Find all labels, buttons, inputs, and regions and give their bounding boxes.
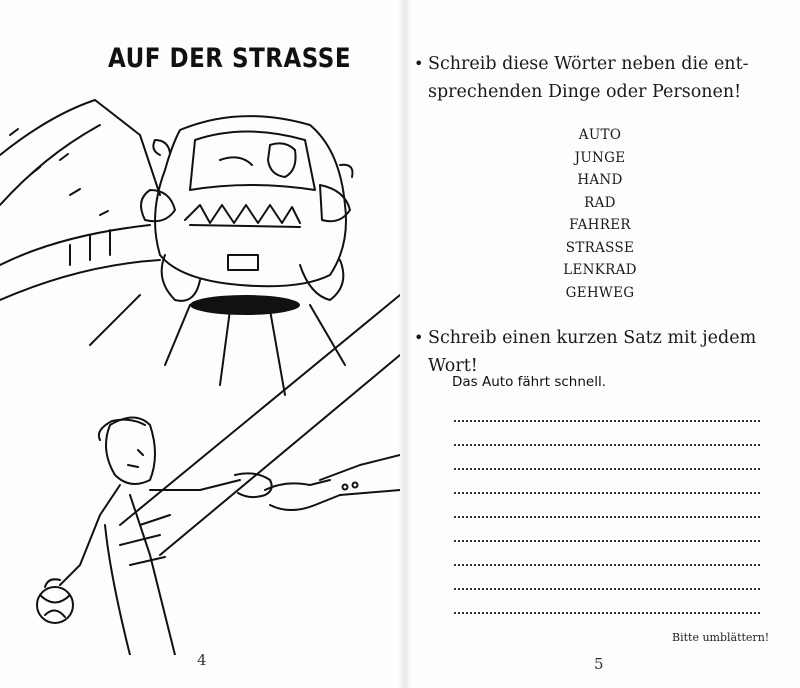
bullet-icon: •: [414, 328, 424, 347]
instruction-1-line-b: sprechenden Dinge oder Personen!: [428, 82, 742, 102]
vocabulary-list: [530, 124, 670, 304]
word-item: STRASSE: [565, 239, 635, 256]
bullet-icon: •: [414, 54, 424, 73]
instruction-write-sentences: [414, 324, 773, 380]
instruction-match-words: [414, 50, 768, 106]
answer-line[interactable]: [454, 542, 760, 566]
word-item: LENKRAD: [563, 262, 637, 278]
instruction-2-line-b: Wort!: [428, 356, 478, 376]
instruction-1-line-a: Schreib diese Wörter neben die ent-: [428, 54, 749, 74]
answer-line[interactable]: [454, 590, 760, 614]
answer-line[interactable]: [454, 518, 760, 542]
example-sentence: Das Auto fährt schnell.: [452, 374, 607, 390]
right-page: [410, 0, 800, 688]
word-item: RAD: [584, 194, 616, 211]
answer-line[interactable]: [454, 494, 760, 518]
answer-line[interactable]: [454, 446, 760, 470]
word-item: AUTO: [578, 127, 622, 143]
word-item: HAND: [577, 172, 623, 188]
answer-line[interactable]: [454, 470, 760, 494]
page-number-right: 5: [594, 655, 604, 673]
answer-lines: [454, 398, 760, 614]
word-item: FAHRER: [569, 217, 631, 233]
answer-line[interactable]: [454, 422, 760, 446]
word-item: GEHWEG: [565, 284, 635, 301]
street-illustration: [0, 95, 400, 655]
answer-line[interactable]: [454, 398, 760, 422]
answer-line[interactable]: [454, 566, 760, 590]
instruction-2-line-a: Schreib einen kurzen Satz mit jedem: [428, 328, 757, 348]
page-number-left: 4: [197, 651, 207, 669]
word-item: JUNGE: [574, 149, 626, 166]
turn-page-note: Bitte umblättern!: [672, 631, 770, 644]
page-title: AUF DER STRASSE: [108, 44, 352, 74]
